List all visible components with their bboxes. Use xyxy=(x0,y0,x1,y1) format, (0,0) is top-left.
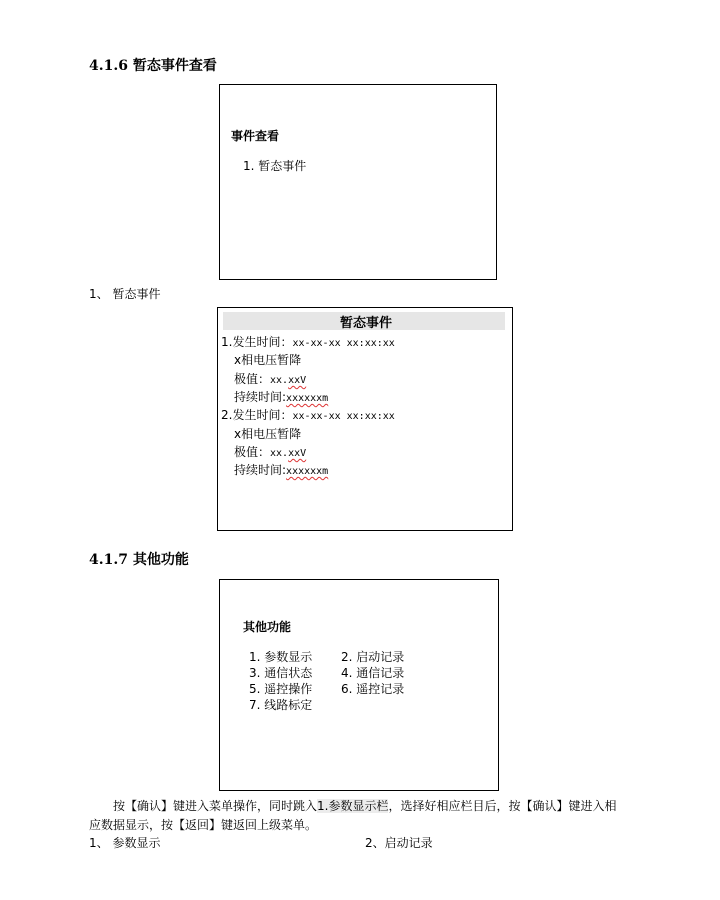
event-2-peak-label: 极值： xyxy=(234,445,271,459)
transient-events-title: 暂态事件 xyxy=(339,316,392,331)
menu-item-line-calibration[interactable]: 7. 线路标定 xyxy=(249,698,313,712)
instruction-highlight: 1.参数显示栏 xyxy=(317,799,389,813)
event-2-peak-value: xxV xyxy=(288,448,307,459)
event-2-duration-row xyxy=(234,461,328,478)
menu-item-remote-control-record[interactable]: 6. 遥控记录 xyxy=(341,682,405,696)
event-1-peak-prefix: xx. xyxy=(270,375,289,386)
event-1-type: x相电压暂降 xyxy=(234,353,302,367)
subsection-label-startup-record: 2、启动记录 xyxy=(365,836,433,850)
instruction-text-b: ，选择好相应栏目后，按【确认】键进入相 xyxy=(388,799,617,813)
event-1-duration-row xyxy=(234,388,328,405)
transient-events-box xyxy=(217,307,513,531)
event-2-time-value: xx-xx-xx xx:xx:xx xyxy=(292,411,395,422)
instruction-paragraph-line-2: 应数据显示，按【返回】键返回上级菜单。 xyxy=(89,818,318,832)
instruction-paragraph-line-1 xyxy=(113,797,616,814)
event-1-time-row xyxy=(221,333,395,350)
section-heading-4-1-7: 4.1.7 其他功能 xyxy=(89,552,189,568)
event-2-time-label: 2.发生时间： xyxy=(221,408,293,422)
menu-item-transient-events[interactable]: 1. 暂态事件 xyxy=(243,159,307,173)
menu-item-startup-record[interactable]: 2. 启动记录 xyxy=(341,650,405,664)
event-1-duration-label: 持续时间: xyxy=(234,390,287,404)
event-1-time-label: 1.发生时间： xyxy=(221,335,293,349)
instruction-text-a: 按【确认】键进入菜单操作，同时跳入 xyxy=(113,799,318,813)
event-2-time-row xyxy=(221,406,395,423)
event-2-duration-label: 持续时间: xyxy=(234,463,287,477)
event-2-peak-row xyxy=(234,443,306,460)
subsection-label-parameter-display: 1、 参数显示 xyxy=(89,836,161,850)
event-1-duration-value: xxxxxxm xyxy=(286,393,329,404)
other-functions-box xyxy=(219,579,499,791)
event-1-peak-row xyxy=(234,370,306,387)
event-2-peak-prefix: xx. xyxy=(270,448,289,459)
event-1-peak-value: xxV xyxy=(288,375,307,386)
subsection-label-transient-events: 1、 暂态事件 xyxy=(89,287,161,301)
menu-item-parameter-display[interactable]: 1. 参数显示 xyxy=(249,650,313,664)
event-2-type: x相电压暂降 xyxy=(234,427,302,441)
event-2-duration-value: xxxxxxm xyxy=(286,466,329,477)
section-heading-4-1-6: 4.1.6 暂态事件查看 xyxy=(89,58,217,74)
event-1-peak-label: 极值： xyxy=(234,372,271,386)
event-view-menu-title: 事件查看 xyxy=(231,129,280,143)
event-1-time-value: xx-xx-xx xx:xx:xx xyxy=(292,338,395,349)
menu-item-communication-record[interactable]: 4. 通信记录 xyxy=(341,666,405,680)
event-view-menu-box xyxy=(219,84,497,280)
menu-item-communication-status[interactable]: 3. 通信状态 xyxy=(249,666,313,680)
menu-item-remote-control-operation[interactable]: 5. 遥控操作 xyxy=(249,682,313,696)
other-functions-title: 其他功能 xyxy=(243,620,292,634)
